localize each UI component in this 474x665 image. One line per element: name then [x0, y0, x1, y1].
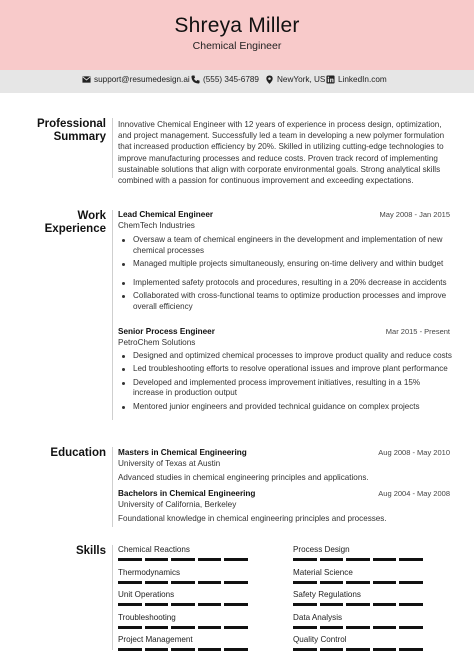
- school-name: University of Texas at Austin: [118, 459, 221, 468]
- skill-level-segment: [399, 648, 423, 651]
- job-title: Lead Chemical Engineer: [118, 210, 214, 219]
- job-bullets: [118, 235, 452, 313]
- degree-dates: Aug 2008 - May 2010: [378, 448, 450, 457]
- skill-level-segment: [251, 626, 275, 629]
- phone-text: (555) 345-6789: [203, 75, 259, 84]
- skill-level-segment: [346, 626, 370, 629]
- list-item: Mentored junior engineers and provided technical guidance on complex projects: [118, 402, 452, 413]
- skill-level-segment: [145, 603, 169, 606]
- skill-level-segment: [426, 558, 450, 561]
- skill-level-segment: [145, 581, 169, 584]
- job-dates: May 2008 - Jan 2015: [379, 210, 450, 219]
- skill-level-segment: [293, 581, 317, 584]
- company-name: ChemTech Industries: [118, 221, 195, 230]
- company-name: PetroChem Solutions: [118, 338, 196, 347]
- list-item: Managed multiple projects simultaneously, ensuring on-time delivery and within budget: [118, 259, 452, 270]
- skill-level-segment: [198, 581, 222, 584]
- skill-item: [118, 613, 274, 629]
- skill-item: [118, 635, 274, 651]
- skill-level-segment: [118, 581, 142, 584]
- email-text: support@resumedesign.ai: [94, 75, 190, 84]
- section-title-skills: Skills: [75, 545, 106, 557]
- skill-item: [293, 545, 449, 561]
- location-icon: [265, 75, 274, 84]
- skill-level-segment: [145, 558, 169, 561]
- skill-level-segment: [118, 648, 142, 651]
- skill-level-segment: [426, 626, 450, 629]
- skill-name: Data Analysis: [293, 612, 343, 622]
- skill-level-segment: [293, 626, 317, 629]
- skill-level-bar: [118, 603, 274, 606]
- skill-level-segment: [224, 603, 248, 606]
- skill-item: [293, 613, 449, 629]
- skill-level-segment: [171, 626, 195, 629]
- job-title: Senior Process Engineer: [118, 327, 215, 336]
- section-divider: [112, 447, 113, 527]
- skill-level-segment: [118, 558, 142, 561]
- skill-item: [118, 545, 274, 561]
- skill-level-segment: [373, 603, 397, 606]
- skill-level-segment: [251, 558, 275, 561]
- skill-level-bar: [118, 581, 274, 584]
- degree-title: Bachelors in Chemical Engineering: [118, 489, 256, 498]
- skill-level-bar: [118, 648, 274, 651]
- skill-level-segment: [171, 603, 195, 606]
- skill-name: Safety Regulations: [293, 590, 361, 599]
- skill-level-segment: [224, 626, 248, 629]
- skill-level-segment: [145, 626, 169, 629]
- skill-level-segment: [346, 603, 370, 606]
- skill-level-segment: [251, 648, 275, 651]
- skill-level-segment: [145, 648, 169, 651]
- skill-level-segment: [346, 581, 370, 584]
- skill-level-segment: [224, 581, 248, 584]
- skill-level-bar: [293, 626, 449, 629]
- job-dates: Mar 2015 - Present: [385, 327, 450, 336]
- degree-description: Advanced studies in chemical engineering principles and applications.: [118, 473, 369, 482]
- degree-title: Masters in Chemical Engineering: [118, 448, 247, 457]
- linkedin-text: LinkedIn.com: [338, 75, 387, 84]
- skill-level-segment: [171, 648, 195, 651]
- section-divider: [112, 118, 113, 178]
- skill-level-segment: [346, 558, 370, 561]
- skill-level-segment: [346, 648, 370, 651]
- list-item: Oversaw a team of chemical engineers in the development and implementation of new chemical processes: [118, 235, 452, 257]
- skill-name: Thermodynamics: [118, 567, 181, 577]
- skill-item: [118, 568, 274, 584]
- candidate-name: Shreya Miller: [174, 14, 300, 37]
- resume-header: [0, 0, 474, 70]
- contact-linkedin[interactable]: [326, 75, 387, 84]
- skill-level-segment: [399, 626, 423, 629]
- skill-level-bar: [293, 603, 449, 606]
- degree-dates: Aug 2004 - May 2008: [378, 489, 450, 498]
- skill-level-bar: [293, 648, 449, 651]
- list-item: Led troubleshooting efforts to resolve operational issues and improve plant performance: [118, 364, 452, 375]
- skill-level-segment: [399, 558, 423, 561]
- skill-level-segment: [373, 648, 397, 651]
- section-title-experience: Work Experience: [44, 210, 106, 235]
- skill-level-bar: [118, 626, 274, 629]
- section-divider: [112, 210, 113, 420]
- skill-level-segment: [426, 648, 450, 651]
- location-text: NewYork, US: [277, 75, 326, 84]
- contact-email[interactable]: [82, 75, 190, 84]
- skill-level-bar: [118, 558, 274, 561]
- skill-level-segment: [320, 581, 344, 584]
- skill-level-segment: [426, 603, 450, 606]
- skill-level-segment: [320, 626, 344, 629]
- skill-level-bar: [293, 581, 449, 584]
- skill-level-segment: [171, 581, 195, 584]
- skill-level-segment: [373, 558, 397, 561]
- list-item: Implemented safety protocols and procedures, resulting in a 20% decrease in accidents: [118, 278, 452, 289]
- list-item: Designed and optimized chemical processes to improve product quality and reduce costs: [118, 351, 452, 362]
- skill-name: Material Science: [293, 567, 353, 577]
- candidate-role: Chemical Engineer: [192, 40, 282, 52]
- skill-level-segment: [251, 581, 275, 584]
- skill-level-segment: [426, 581, 450, 584]
- skill-level-segment: [198, 648, 222, 651]
- section-title-education: Education: [50, 447, 106, 459]
- linkedin-icon: [326, 75, 335, 84]
- skill-level-segment: [198, 603, 222, 606]
- skill-level-segment: [293, 558, 317, 561]
- skill-name: Chemical Reactions: [118, 545, 190, 554]
- skill-level-bar: [293, 558, 449, 561]
- skill-level-segment: [399, 581, 423, 584]
- skill-level-segment: [320, 648, 344, 651]
- summary-text: Innovative Chemical Engineer with 12 years of experience in process design, optimization, and project management. Successfully led a team in developing a new polymer formulation that increased production efficiency by 20%. Skilled in utilizing cutting-edge technologies to improve manufacturing processes and reduce costs. Proven track record of implementing sustainable solutions that align with corporate environmental goals. Strong analytical skills combined with a passion for continuous improvement and exceeding expectations.: [118, 120, 445, 186]
- skill-name: Process Design: [293, 545, 350, 554]
- skill-level-segment: [293, 648, 317, 651]
- section-title-summary: Professional Summary: [36, 118, 106, 143]
- skill-level-segment: [399, 603, 423, 606]
- skill-level-segment: [198, 558, 222, 561]
- skill-level-segment: [171, 558, 195, 561]
- list-item: Developed and implemented process improvement initiatives, resulting in a 15% increase in production output: [118, 378, 452, 400]
- email-icon: [82, 75, 91, 84]
- phone-icon: [191, 75, 200, 84]
- list-item: Collaborated with cross-functional teams to optimize production processes and improve overall efficiency: [118, 291, 452, 313]
- skill-level-segment: [118, 626, 142, 629]
- contact-location: [265, 75, 325, 84]
- skill-item: [293, 590, 449, 606]
- skill-level-segment: [373, 581, 397, 584]
- contact-phone[interactable]: [191, 75, 259, 84]
- degree-description: Foundational knowledge in chemical engineering principles and processes.: [118, 514, 387, 523]
- skill-name: Unit Operations: [118, 590, 175, 599]
- section-divider: [112, 545, 113, 650]
- skill-item: [293, 635, 449, 651]
- skill-item: [293, 568, 449, 584]
- school-name: University of California, Berkeley: [118, 500, 237, 509]
- skill-level-segment: [320, 558, 344, 561]
- skill-level-segment: [320, 603, 344, 606]
- skill-item: [118, 590, 274, 606]
- skill-level-segment: [224, 558, 248, 561]
- contact-bar: [0, 70, 474, 93]
- job-bullets: [118, 351, 452, 412]
- skill-level-segment: [373, 626, 397, 629]
- skill-level-segment: [118, 603, 142, 606]
- skill-level-segment: [224, 648, 248, 651]
- skill-name: Troubleshooting: [118, 612, 176, 622]
- skill-name: Project Management: [118, 635, 193, 644]
- skill-level-segment: [251, 603, 275, 606]
- skill-level-segment: [198, 626, 222, 629]
- skill-level-segment: [293, 603, 317, 606]
- skill-name: Quality Control: [293, 635, 347, 644]
